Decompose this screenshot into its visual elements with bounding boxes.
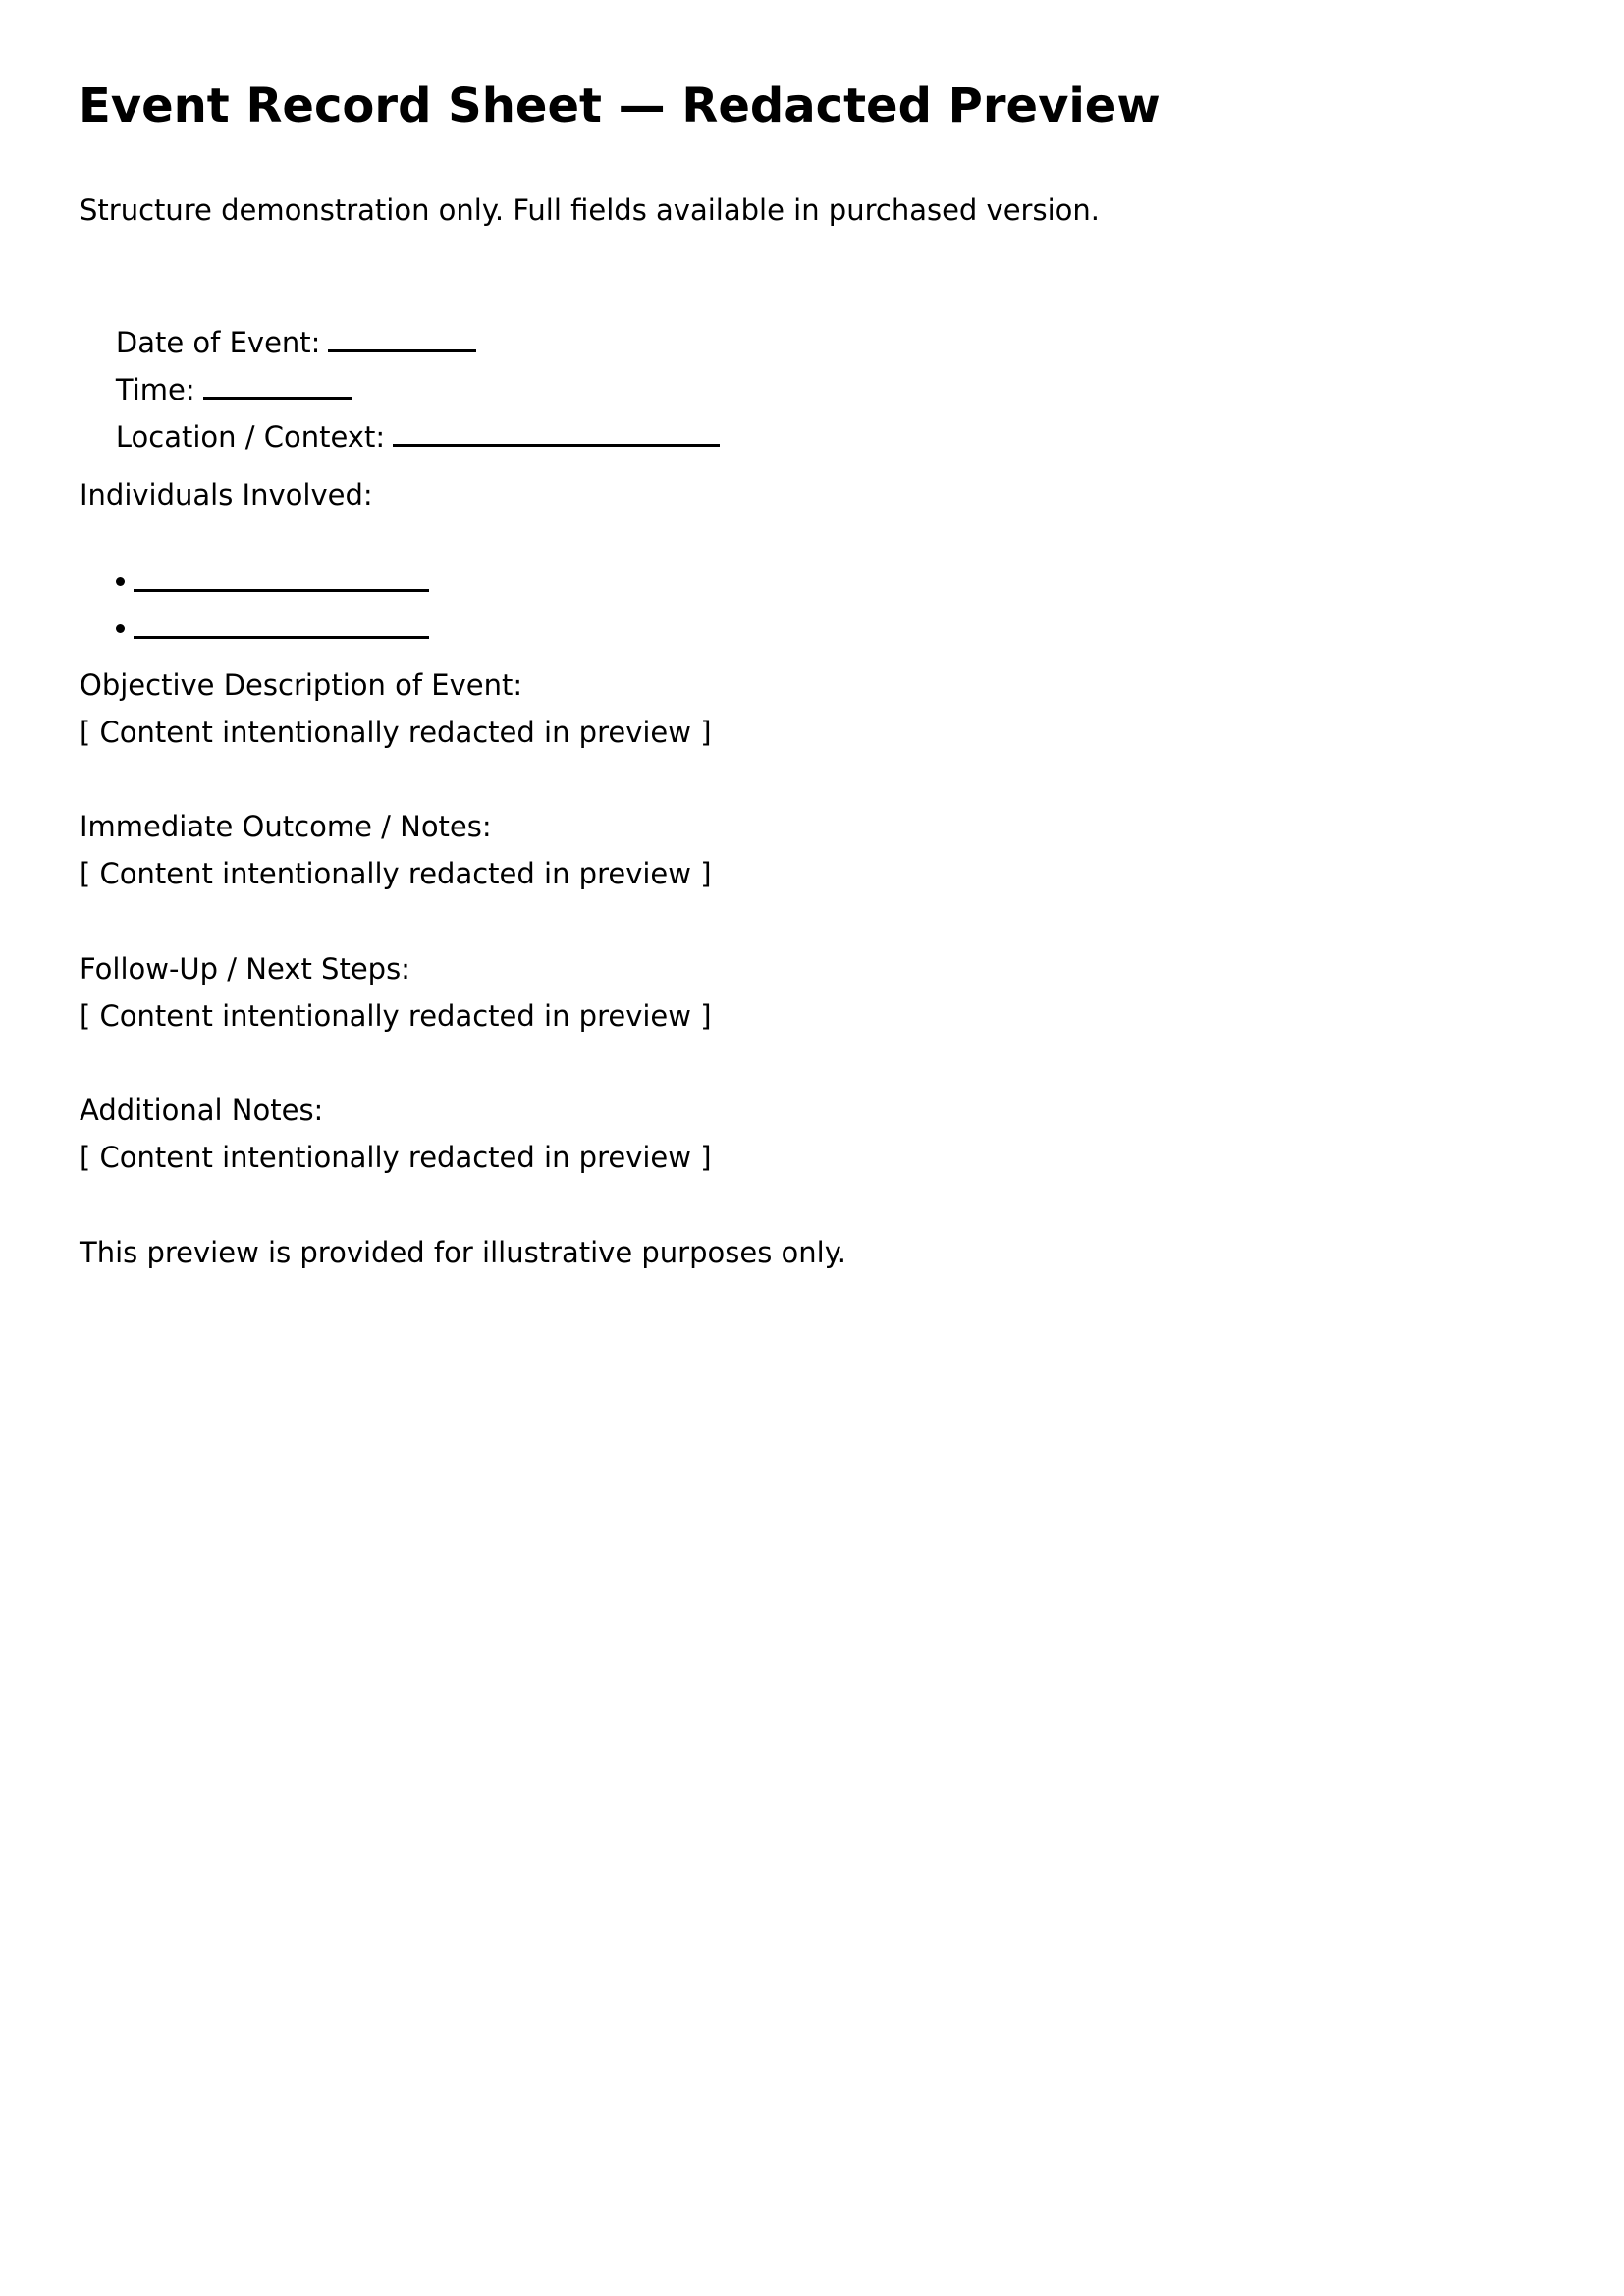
- location-context-label: Location / Context:: [115, 420, 386, 454]
- follow-up-content: [ Content intentionally redacted in preview ]: [80, 999, 712, 1033]
- objective-description-content: [ Content intentionally redacted in preview ]: [80, 716, 712, 749]
- individual-list-item: [80, 571, 429, 682]
- page-title: Event Record Sheet — Redacted Preview: [79, 79, 1161, 133]
- subtitle-text: Structure demonstration only. Full fields available in purchased version.: [80, 193, 1100, 227]
- location-context-blank[interactable]: [393, 418, 720, 447]
- follow-up-label: Follow-Up / Next Steps:: [80, 952, 410, 986]
- immediate-outcome-content: [ Content intentionally redacted in preview ]: [80, 857, 712, 890]
- footer-disclaimer: This preview is provided for illustrative purposes only.: [80, 1236, 846, 1269]
- bullet-dot-icon: [116, 624, 125, 633]
- individuals-involved-label: Individuals Involved:: [80, 478, 373, 511]
- individual-blank-2[interactable]: [134, 607, 429, 639]
- date-of-event-label: Date of Event:: [115, 326, 321, 359]
- additional-notes-content: [ Content intentionally redacted in preview ]: [80, 1141, 712, 1174]
- objective-description-label: Objective Description of Event:: [80, 668, 523, 702]
- location-context-field: [80, 383, 720, 490]
- immediate-outcome-label: Immediate Outcome / Notes:: [80, 810, 492, 843]
- time-label: Time:: [115, 373, 195, 406]
- additional-notes-label: Additional Notes:: [80, 1094, 324, 1127]
